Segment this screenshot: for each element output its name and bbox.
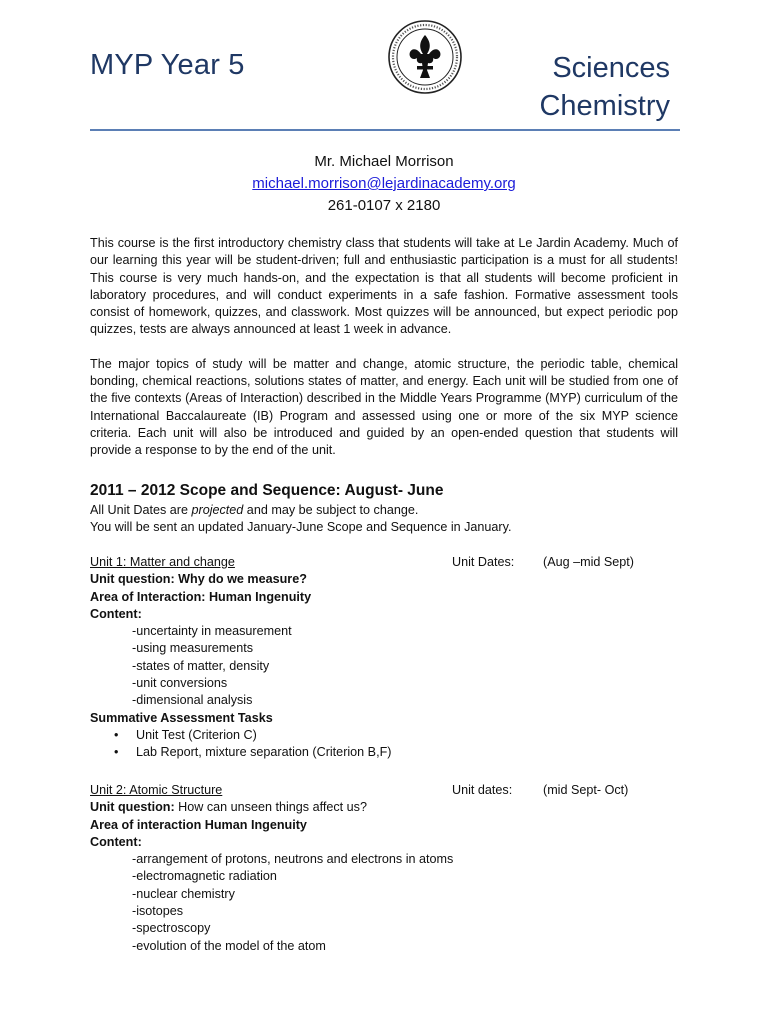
unit-1-content-list [90,623,680,709]
list-item: -nuclear chemistry [132,886,235,901]
scope-note-1-prefix: All Unit Dates are [90,503,192,517]
list-item: • Unit Test (Criterion C) [136,727,680,744]
list-item: -spectroscopy [132,921,211,936]
unit-1-content-label: Content: [90,606,142,621]
unit-1-title: Unit 1: Matter and change [90,555,235,569]
unit-2-question-label: Unit question: [90,800,175,815]
unit-2-content-label: Content: [90,834,142,849]
unit-1 [90,554,680,762]
list-item: -electromagnetic radiation [132,869,277,884]
unit-2-area-of-interaction: Area of interaction Human Ingenuity [90,817,307,832]
header-divider [90,129,680,131]
list-item: -using measurements [132,641,254,656]
unit-2-question [90,799,680,816]
unit-2-dates-value: (mid Sept- Oct) [543,783,629,797]
scope-note-1 [90,502,512,519]
header-subject-sciences: Sciences [552,52,670,84]
list-item: -uncertainty in measurement [132,624,292,639]
scope-title: 2011 – 2012 Scope and Sequence: August- June [90,482,444,499]
teacher-contact [0,151,768,217]
teacher-name: Mr. Michael Morrison [314,153,454,170]
unit-2-question-text: How can unseen things affect us? [174,800,367,815]
unit-2-content-list [90,851,680,955]
unit-2 [90,782,680,955]
list-item: -evolution of the model of the atom [132,938,326,953]
course-intro [90,235,678,477]
list-item: -unit conversions [132,676,228,691]
unit-1-dates-label: Unit Dates: [452,555,515,569]
unit-1-dates-value: (Aug –mid Sept) [543,555,634,569]
list-item: -states of matter, density [132,658,270,673]
unit-2-title: Unit 2: Atomic Structure [90,783,223,797]
scope-note-1-emphasis: projected [191,503,244,517]
teacher-phone: 261-0107 x 2180 [327,197,441,214]
unit-1-summative-label: Summative Assessment Tasks [90,710,273,725]
scope-notes [90,502,512,537]
scope-note-1-suffix: and may be subject to change. [243,503,419,517]
list-item: -arrangement of protons, neutrons and electrons in atoms [132,852,454,867]
fleur-de-lis-seal-icon [386,18,464,96]
scope-note-2: You will be sent an updated January-June Scope and Sequence in January. [90,520,512,535]
unit-1-question: Unit question: Why do we measure? [90,572,307,587]
unit-2-dates-label: Unit dates: [452,783,513,797]
header-course-title: MYP Year 5 [90,49,245,81]
intro-paragraph-2: The major topics of study will be matter and change, atomic structure, the periodic table, chemical bonding, chemical reactions, solutions states of matter, and energy. Each unit will be studied from one of the five contexts (Areas of Interaction) described in the Middle Years Programme (MYP) curriculum of the International Baccalaureate (IB) Program and assessed using one or more of the six MYP science criteria. Each unit will also be introduced and guided by an open-ended question that students will provide a response to by the end of the unit. [90,356,678,458]
list-item: • Lab Report, mixture separation (Criterion B,F) [136,744,680,761]
header-subject [539,49,670,125]
header-subject-chemistry: Chemistry [539,90,670,122]
teacher-email-link[interactable]: michael.morrison@lejardinacademy.org [252,175,516,192]
list-item: -dimensional analysis [132,693,253,708]
unit-1-area-of-interaction: Area of Interaction: Human Ingenuity [90,589,312,604]
unit-1-task-list [90,727,680,762]
document-header [0,0,768,140]
intro-paragraph-1: This course is the first introductory chemistry class that students will take at Le Jardin Academy. Much of our learning this year will be student-driven; full and enthusiastic participation is a must for all students! This course is very much hands-on, and the expectation is that all students will become proficient in laboratory procedures, and will conduct experiments in a safe fashion. Formative assessment tools consist of homework, quizzes, and classwork. Most quizzes will be announced, but expect periodic pop quizzes, tests are always announced at least 1 week in advance. [90,236,678,337]
list-item: -isotopes [132,904,184,919]
